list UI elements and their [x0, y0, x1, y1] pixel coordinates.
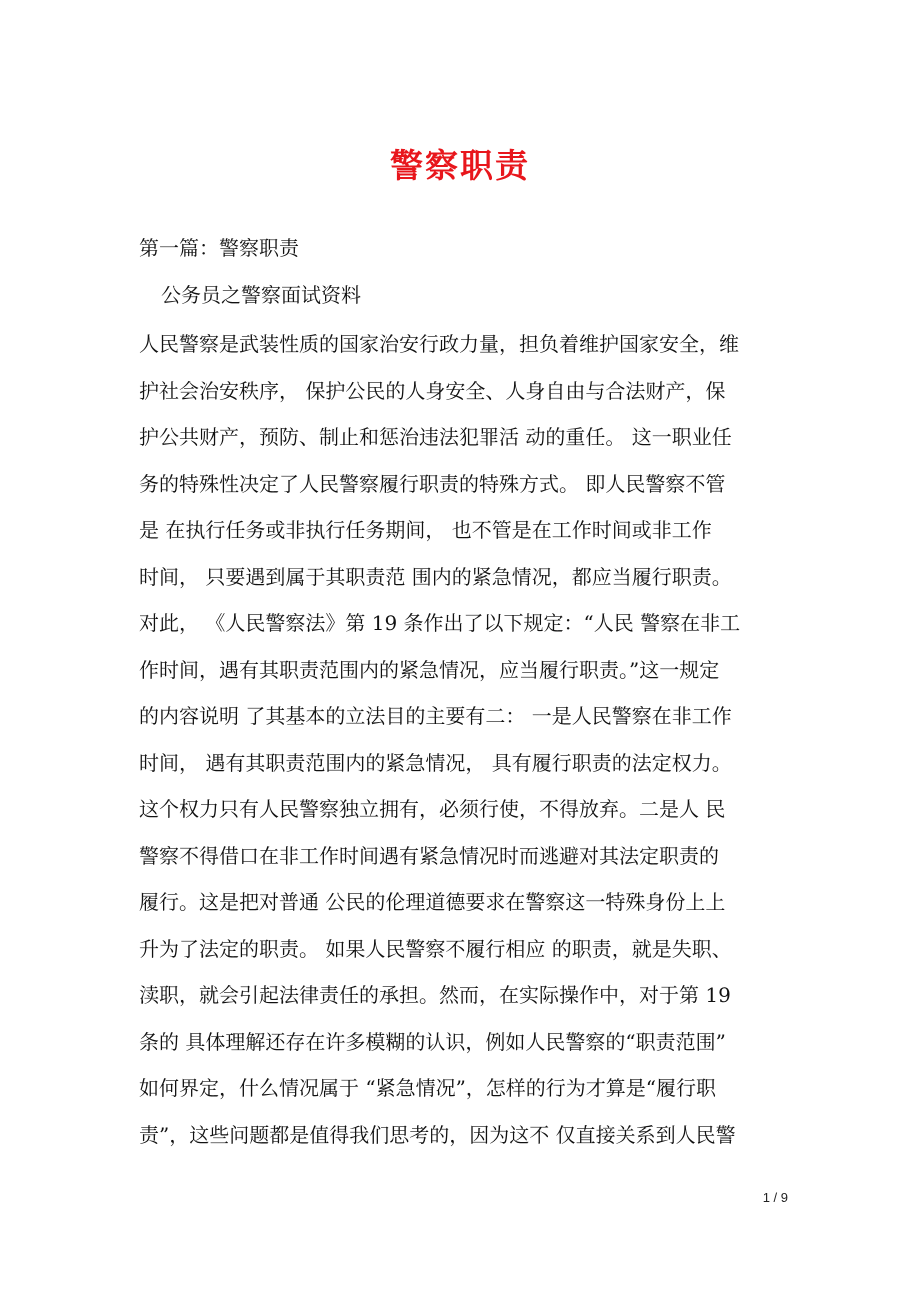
page-number: 1 / 9 [762, 1190, 788, 1205]
body-line: 护公共财产，预防、制止和惩治违法犯罪活 动的重任。 这一职业任 [139, 425, 732, 449]
body-line: 对此， 《人民警察法》第 19 条作出了以下规定：“人民 警察在非工 [139, 611, 741, 635]
body-line: 警察不得借口在非工作时间遇有紧急情况时而逃避对其法定职责的 [139, 843, 719, 868]
body-line: 是 在执行任务或非执行任务期间， 也不管是在工作时间或非工作 [139, 518, 712, 542]
body-line: 时间， 遇有其职责范围内的紧急情况， 具有履行职责的法定权力。 [139, 750, 732, 775]
body-line: 履行。这是把对普通 公民的伦理道德要求在警察这一特殊身份上上 [139, 890, 726, 914]
body-paragraph [139, 321, 789, 1158]
body-line: 渎职，就会引起法律责任的承担。然而，在实际操作中，对于第 19 [139, 983, 731, 1007]
body-line: 的内容说明 了其基本的立法目的主要有二： 一是人民警察在非工作 [139, 704, 732, 728]
body-line: 作时间，遇有其职责范围内的紧急情况，应当履行职责。”这一规定 [139, 657, 720, 682]
body-line: 这个权力只有人民警察独立拥有，必须行使，不得放弃。二是人 民 [139, 797, 726, 821]
body-line: 责”，这些问题都是值得我们思考的，因为这不 仅直接关系到人民警 [139, 1122, 736, 1147]
body-line: 务的特殊性决定了人民警察履行职责的特殊方式。 即人民警察不管 [139, 471, 726, 496]
document-title: 警察职责 [390, 146, 530, 185]
body-line: 人民警察是武装性质的国家治安行政力量，担负着维护国家安全，维 [139, 332, 739, 356]
section-heading: 第一篇：警察职责 [139, 236, 299, 260]
body-line: 升为了法定的职责。 如果人民警察不履行相应 的职责，就是失职、 [139, 936, 732, 961]
body-line: 护社会治安秩序， 保护公民的人身安全、人身自由与合法财产，保 [139, 378, 726, 403]
body-line: 条的 具体理解还存在许多模糊的认识，例如人民警察的“职责范围” [139, 1029, 726, 1054]
body-line: 时间， 只要遇到属于其职责范 围内的紧急情况，都应当履行职责。 [139, 564, 732, 589]
section-subheading: 公务员之警察面试资料 [161, 283, 361, 307]
body-line: 如何界定，什么情况属于 “紧急情况”，怎样的行为才算是“履行职 [139, 1076, 717, 1100]
